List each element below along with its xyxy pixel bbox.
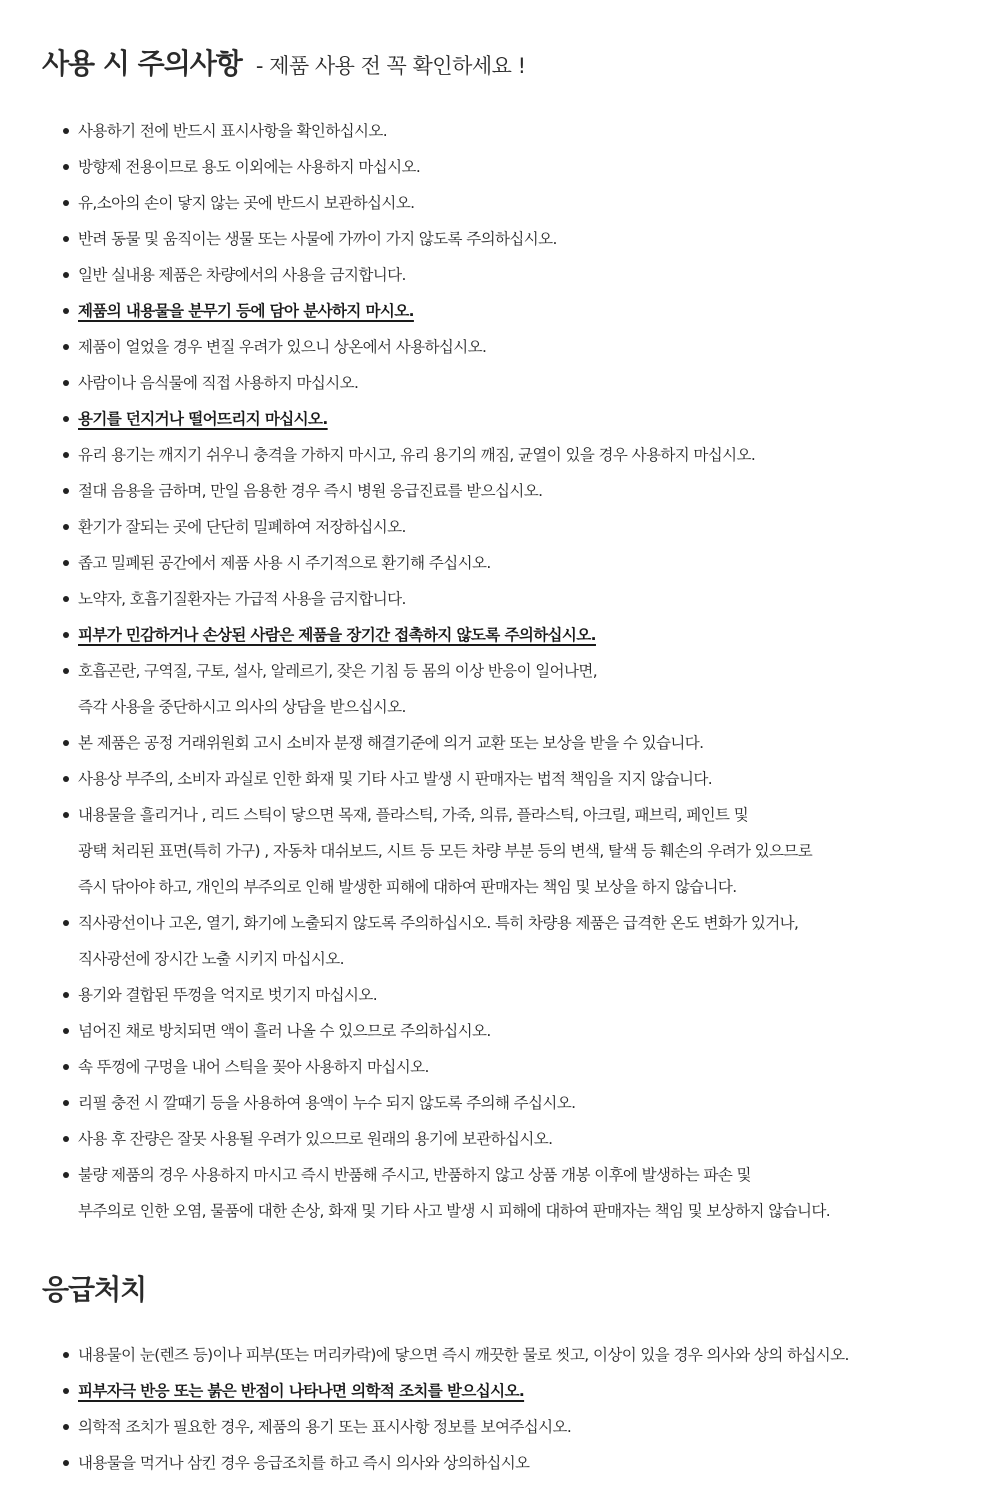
caution-item	[60, 509, 990, 545]
item-text-line: 사용하기 전에 반드시 표시사항을 확인하십시오.	[78, 122, 388, 140]
item-text-line: 내용물이 눈(렌즈 등)이나 피부(또는 머리카락)에 닿으면 즉시 깨끗한 물로 씻고, 이상이 있을 경우 의사와 상의 하십시오.	[78, 1346, 849, 1364]
caution-item	[60, 653, 990, 725]
caution-item	[60, 437, 990, 473]
caution-item	[60, 797, 990, 905]
item-text-line	[78, 293, 990, 329]
item-text-line: 반려 동물 및 움직이는 생물 또는 사물에 가까이 가지 않도록 주의하십시오.	[78, 230, 557, 248]
item-text-emphasis: 제품의 내용물을 분무기 등에 담아 분사하지 마시오.	[78, 302, 414, 320]
item-text-line	[78, 617, 990, 653]
first-aid-title: 응급처치	[42, 1273, 147, 1306]
caution-title: 사용 시 주의사항	[42, 47, 242, 80]
item-text-line: 유리 용기는 깨지기 쉬우니 충격을 가하지 마시고, 유리 용기의 깨짐, 균열이 있을 경우 사용하지 마십시오.	[78, 446, 756, 464]
item-text-line: 의학적 조치가 필요한 경우, 제품의 용기 또는 표시사항 정보를 보여주십시오.	[78, 1418, 572, 1436]
item-text-line: 즉시 닦아야 하고, 개인의 부주의로 인해 발생한 피해에 대하여 판매자는 책임 및 보상을 하지 않습니다.	[78, 878, 737, 896]
caution-subtitle: - 제품 사용 전 꼭 확인하세요 !	[255, 54, 526, 78]
caution-list	[60, 113, 990, 1229]
item-text-line: 호흡곤란, 구역질, 구토, 설사, 알레르기, 잦은 기침 등 몸의 이상 반응이 일어나면,	[78, 662, 598, 680]
caution-item	[60, 1013, 990, 1049]
item-text-line: 일반 실내용 제품은 차량에서의 사용을 금지합니다.	[78, 266, 406, 284]
caution-heading	[42, 42, 526, 82]
item-text-line: 광택 처리된 표면(특히 가구) , 자동차 대쉬보드, 시트 등 모든 차량 부분 등의 변색, 탈색 등 훼손의 우려가 있으므로	[78, 842, 813, 860]
item-text-emphasis: 피부가 민감하거나 손상된 사람은 제품을 장기간 접촉하지 않도록 주의하십시오.	[78, 626, 596, 644]
caution-item	[60, 185, 990, 221]
caution-item	[60, 329, 990, 365]
caution-item	[60, 977, 990, 1013]
caution-item	[60, 113, 990, 149]
caution-item	[60, 473, 990, 509]
first-aid-item	[60, 1445, 990, 1481]
caution-item	[60, 545, 990, 581]
item-text-line: 사람이나 음식물에 직접 사용하지 마십시오.	[78, 374, 359, 392]
caution-item	[60, 761, 990, 797]
item-text-emphasis: 피부자극 반응 또는 붉은 반점이 나타나면 의학적 조치를 받으십시오.	[78, 1382, 525, 1400]
item-text-line: 리필 충전 시 깔때기 등을 사용하여 용액이 누수 되지 않도록 주의해 주십시오.	[78, 1094, 576, 1112]
item-text-line	[78, 401, 990, 437]
item-text-line: 제품이 얼었을 경우 변질 우려가 있으니 상온에서 사용하십시오.	[78, 338, 487, 356]
caution-item	[60, 1121, 990, 1157]
caution-item	[60, 725, 990, 761]
caution-item	[60, 617, 990, 653]
item-text-emphasis: 용기를 던지거나 떨어뜨리지 마십시오.	[78, 410, 328, 428]
caution-item	[60, 293, 990, 329]
item-text-line: 좁고 밀폐된 공간에서 제품 사용 시 주기적으로 환기해 주십시오.	[78, 554, 491, 572]
item-text-line: 환기가 잘되는 곳에 단단히 밀폐하여 저장하십시오.	[78, 518, 406, 536]
item-text-line: 사용 후 잔량은 잘못 사용될 우려가 있으므로 원래의 용기에 보관하십시오.	[78, 1130, 553, 1148]
item-text-line: 속 뚜껑에 구멍을 내어 스틱을 꽂아 사용하지 마십시오.	[78, 1058, 429, 1076]
item-text-line	[78, 1373, 990, 1409]
caution-item	[60, 905, 990, 977]
item-text-line: 부주의로 인한 오염, 물품에 대한 손상, 화재 및 기타 사고 발생 시 피해에 대하여 판매자는 책임 및 보상하지 않습니다.	[78, 1202, 831, 1220]
first-aid-item	[60, 1409, 990, 1445]
item-text-line: 사용상 부주의, 소비자 과실로 인한 화재 및 기타 사고 발생 시 판매자는 법적 책임을 지지 않습니다.	[78, 770, 713, 788]
caution-item	[60, 1085, 990, 1121]
caution-item	[60, 1157, 990, 1229]
item-text-line: 본 제품은 공정 거래위원회 고시 소비자 분쟁 해결기준에 의거 교환 또는 보상을 받을 수 있습니다.	[78, 734, 704, 752]
caution-item	[60, 401, 990, 437]
caution-item	[60, 365, 990, 401]
caution-item	[60, 257, 990, 293]
item-text-line: 방향제 전용이므로 용도 이외에는 사용하지 마십시오.	[78, 158, 421, 176]
item-text-line: 절대 음용을 금하며, 만일 음용한 경우 즉시 병원 응급진료를 받으십시오.	[78, 482, 543, 500]
item-text-line: 내용물을 흘리거나 , 리드 스틱이 닿으면 목재, 플라스틱, 가죽, 의류, 플라스틱, 아크릴, 패브릭, 페인트 및	[78, 806, 749, 824]
caution-item	[60, 221, 990, 257]
item-text-line: 불량 제품의 경우 사용하지 마시고 즉시 반품해 주시고, 반품하지 않고 상품 개봉 이후에 발생하는 파손 및	[78, 1166, 751, 1184]
item-text-line: 내용물을 먹거나 삼킨 경우 응급조치를 하고 즉시 의사와 상의하십시오	[78, 1454, 530, 1472]
item-text-line: 직사광선에 장시간 노출 시키지 마십시오.	[78, 950, 344, 968]
first-aid-item	[60, 1373, 990, 1409]
first-aid-item	[60, 1337, 990, 1373]
item-text-line: 유,소아의 손이 닿지 않는 곳에 반드시 보관하십시오.	[78, 194, 415, 212]
item-text-line: 직사광선이나 고온, 열기, 화기에 노출되지 않도록 주의하십시오. 특히 차량용 제품은 급격한 온도 변화가 있거나,	[78, 914, 799, 932]
item-text-line: 넘어진 채로 방치되면 액이 흘러 나올 수 있으므로 주의하십시오.	[78, 1022, 491, 1040]
item-text-line: 노약자, 호흡기질환자는 가급적 사용을 금지합니다.	[78, 590, 406, 608]
caution-item	[60, 149, 990, 185]
item-text-line: 용기와 결합된 뚜껑을 억지로 벗기지 마십시오.	[78, 986, 378, 1004]
item-text-line: 즉각 사용을 중단하시고 의사의 상담을 받으십시오.	[78, 698, 406, 716]
first-aid-list	[60, 1337, 990, 1481]
caution-item	[60, 1049, 990, 1085]
caution-item	[60, 581, 990, 617]
